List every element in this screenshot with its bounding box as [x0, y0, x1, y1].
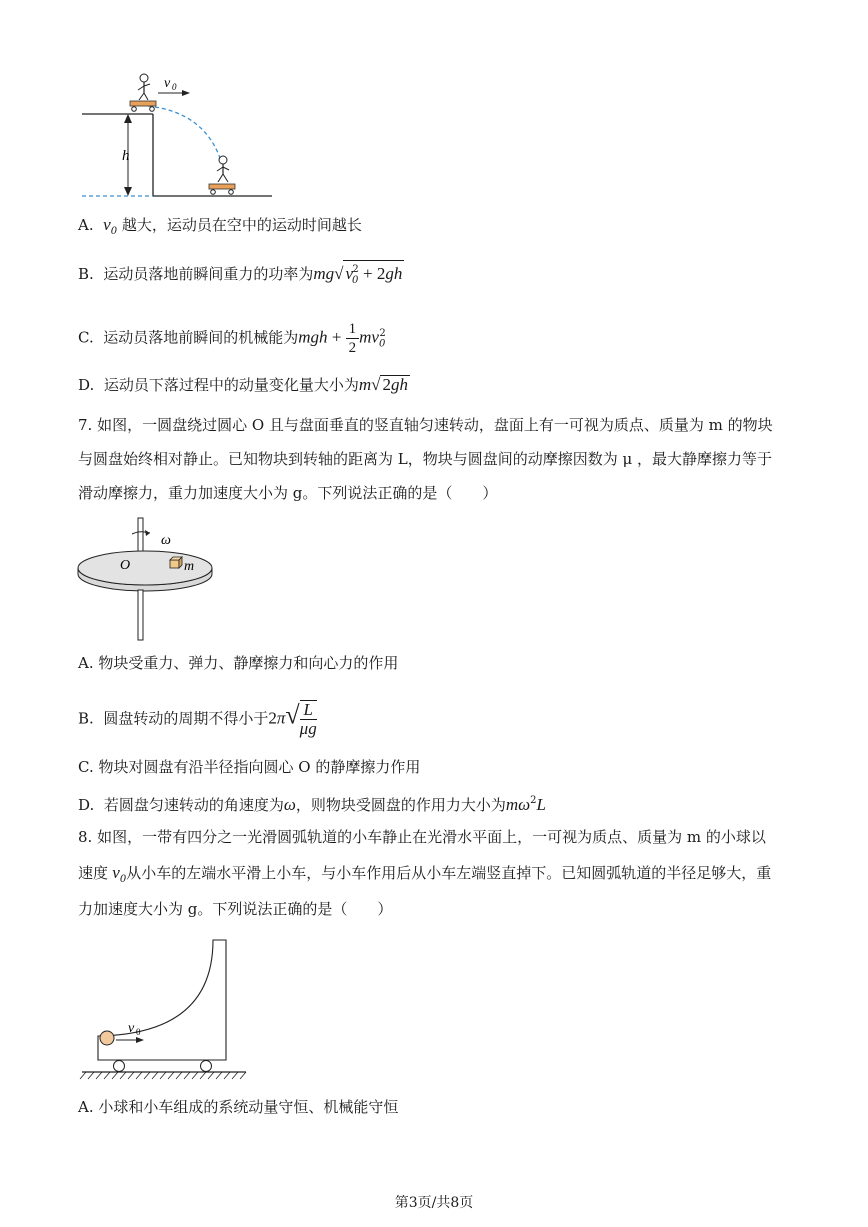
- q7-option-d: D. 若圆盘匀速转动的角速度为ω，则物块受圆盘的作用力大小为$m\omega^2L$: [78, 795, 546, 814]
- mass-m-label: m: [184, 559, 195, 574]
- h-label: h: [122, 148, 130, 164]
- q7-option-b: B. 圆盘转动的周期不得小于2π√ $\frac{L}{\mu g}$: [78, 700, 317, 738]
- skater-top-icon: [130, 74, 156, 111]
- q8-stem-line-1: 8. 如图，一带有四分之一光滑圆弧轨道的小车静止在光滑水平面上，一可视为质点、质量为 m 的小球以: [78, 828, 766, 846]
- formula-d: m: [358, 375, 372, 394]
- formula-c: mgh: [298, 327, 328, 347]
- q7-stem-line-1: 7. 如图，一圆盘绕过圆心 O 且与盘面垂直的竖直轴匀速转动，盘面上有一可视为质点、质量为 m 的物块: [78, 416, 773, 434]
- q6-option-d: D. 运动员下落过程中的动量变化量大小为m√ 2gh: [78, 375, 408, 394]
- center-o-label: O: [120, 558, 131, 573]
- cart-v0-subscript: 0: [136, 1027, 141, 1037]
- q8-stem-line-3: 力加速度大小为 g。下列说法正确的是（ ）: [78, 900, 393, 918]
- q8-cart-figure: [78, 924, 256, 1080]
- q6-option-a: A. $v_0$ 越大，运动员在空中的运动时间越长: [78, 215, 362, 237]
- q6-option-c: C. 运动员落地前瞬间的机械能为mgh + $\frac{1}{2}$ $mv_0^2$: [78, 321, 386, 356]
- q8-option-a: A. 小球和小车组成的系统动量守恒、机械能守恒: [78, 1098, 399, 1116]
- skater-bottom-icon: [209, 156, 235, 194]
- q6-option-b: B. 运动员落地前瞬间重力的功率为mg√ $v_0^2 + 2gh$: [78, 260, 404, 290]
- q7-stem-line-2: 与圆盘始终相对静止。已知物块到转轴的距离为 L，物块与圆盘间的动摩擦因数为 μ ，最大静摩擦力等于: [78, 450, 773, 468]
- q8-stem-line-2: 速度 $v_0$从小车的左端水平滑上小车，与小车作用后从小车左端竖直掉下。已知圆弧轨道的半径足够大，重: [78, 863, 772, 885]
- block-icon: [170, 557, 182, 568]
- v0-label: v: [164, 76, 171, 91]
- q7-option-c: C. 物块对圆盘有沿半径指向圆心 O 的静摩擦力作用: [78, 758, 421, 776]
- q7-disk-figure: [76, 514, 216, 644]
- q6-figure: [78, 66, 278, 202]
- cart-v0-label: v: [128, 1021, 135, 1036]
- page-footer: 第3页/共8页: [394, 1195, 474, 1211]
- v0-subscript: 0: [172, 82, 177, 92]
- omega-label: ω: [161, 533, 171, 548]
- formula-b: mg: [313, 264, 335, 283]
- q7-stem-line-3: 滑动摩擦力，重力加速度大小为 g。下列说法正确的是（ ）: [78, 484, 498, 502]
- q7-option-a: A. 物块受重力、弹力、静摩擦力和向心力的作用: [78, 654, 399, 672]
